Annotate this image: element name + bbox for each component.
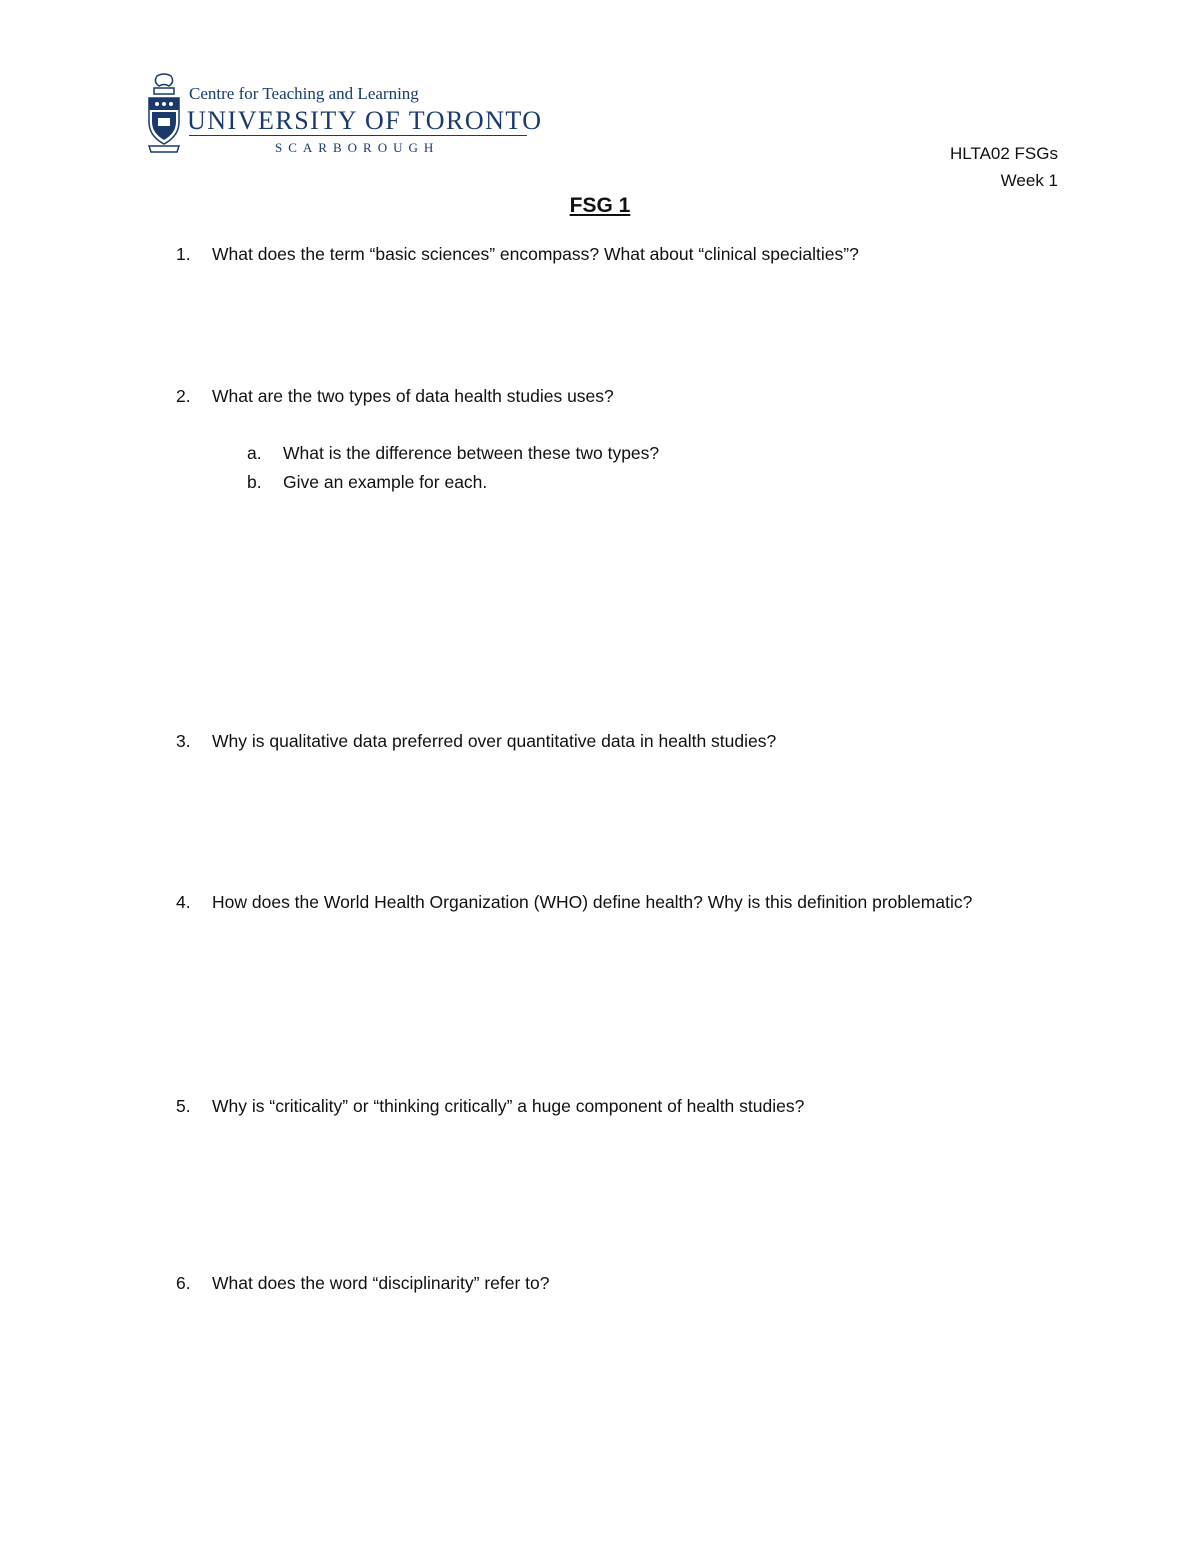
- question-number: 1.: [176, 244, 191, 264]
- logo-university-name: UNIVERSITY OF TORONTO: [187, 106, 543, 135]
- subquestion-text: What is the difference between these two types?: [283, 443, 660, 463]
- page-title: FSG 1: [569, 194, 631, 217]
- subquestion-letter: b.: [247, 472, 262, 492]
- crest-icon: [145, 72, 183, 156]
- question-text: Why is “criticality” or “thinking critically” a huge component of health studies?: [212, 1096, 805, 1116]
- question-4: [176, 888, 976, 916]
- course-label: HLTA02 FSGs: [949, 144, 1058, 163]
- question-5: [176, 1092, 976, 1120]
- subquestion-letter: a.: [247, 443, 262, 463]
- logo-campus: SCARBOROUGH: [275, 140, 440, 155]
- question-text: What does the term “basic sciences” encompass? What about “clinical specialties”?: [212, 244, 859, 264]
- question-6: [176, 1269, 976, 1297]
- question-number: 6.: [176, 1273, 191, 1293]
- week-label: Week 1: [1000, 171, 1058, 190]
- logo-subtitle: Centre for Teaching and Learning: [189, 84, 419, 103]
- question-text: Why is qualitative data preferred over quantitative data in health studies?: [212, 731, 777, 751]
- logo-divider: [189, 135, 527, 136]
- question-text: What does the word “disciplinarity” refer to?: [212, 1273, 550, 1293]
- question-number: 4.: [176, 892, 191, 912]
- question-3: [176, 727, 976, 755]
- question-1: [176, 240, 976, 268]
- subquestion-2a: [247, 439, 947, 468]
- subquestion-text: Give an example for each.: [283, 472, 488, 492]
- question-number: 2.: [176, 386, 191, 406]
- question-text: How does the World Health Organization (WHO) define health? Why is this definition problematic?: [212, 892, 973, 912]
- question-number: 3.: [176, 731, 191, 751]
- question-number: 5.: [176, 1096, 191, 1116]
- document-header: [950, 140, 1058, 194]
- question-2: [176, 382, 976, 410]
- question-text: What are the two types of data health studies uses?: [212, 386, 614, 406]
- university-logo: [145, 70, 543, 160]
- subquestion-2b: [247, 468, 947, 497]
